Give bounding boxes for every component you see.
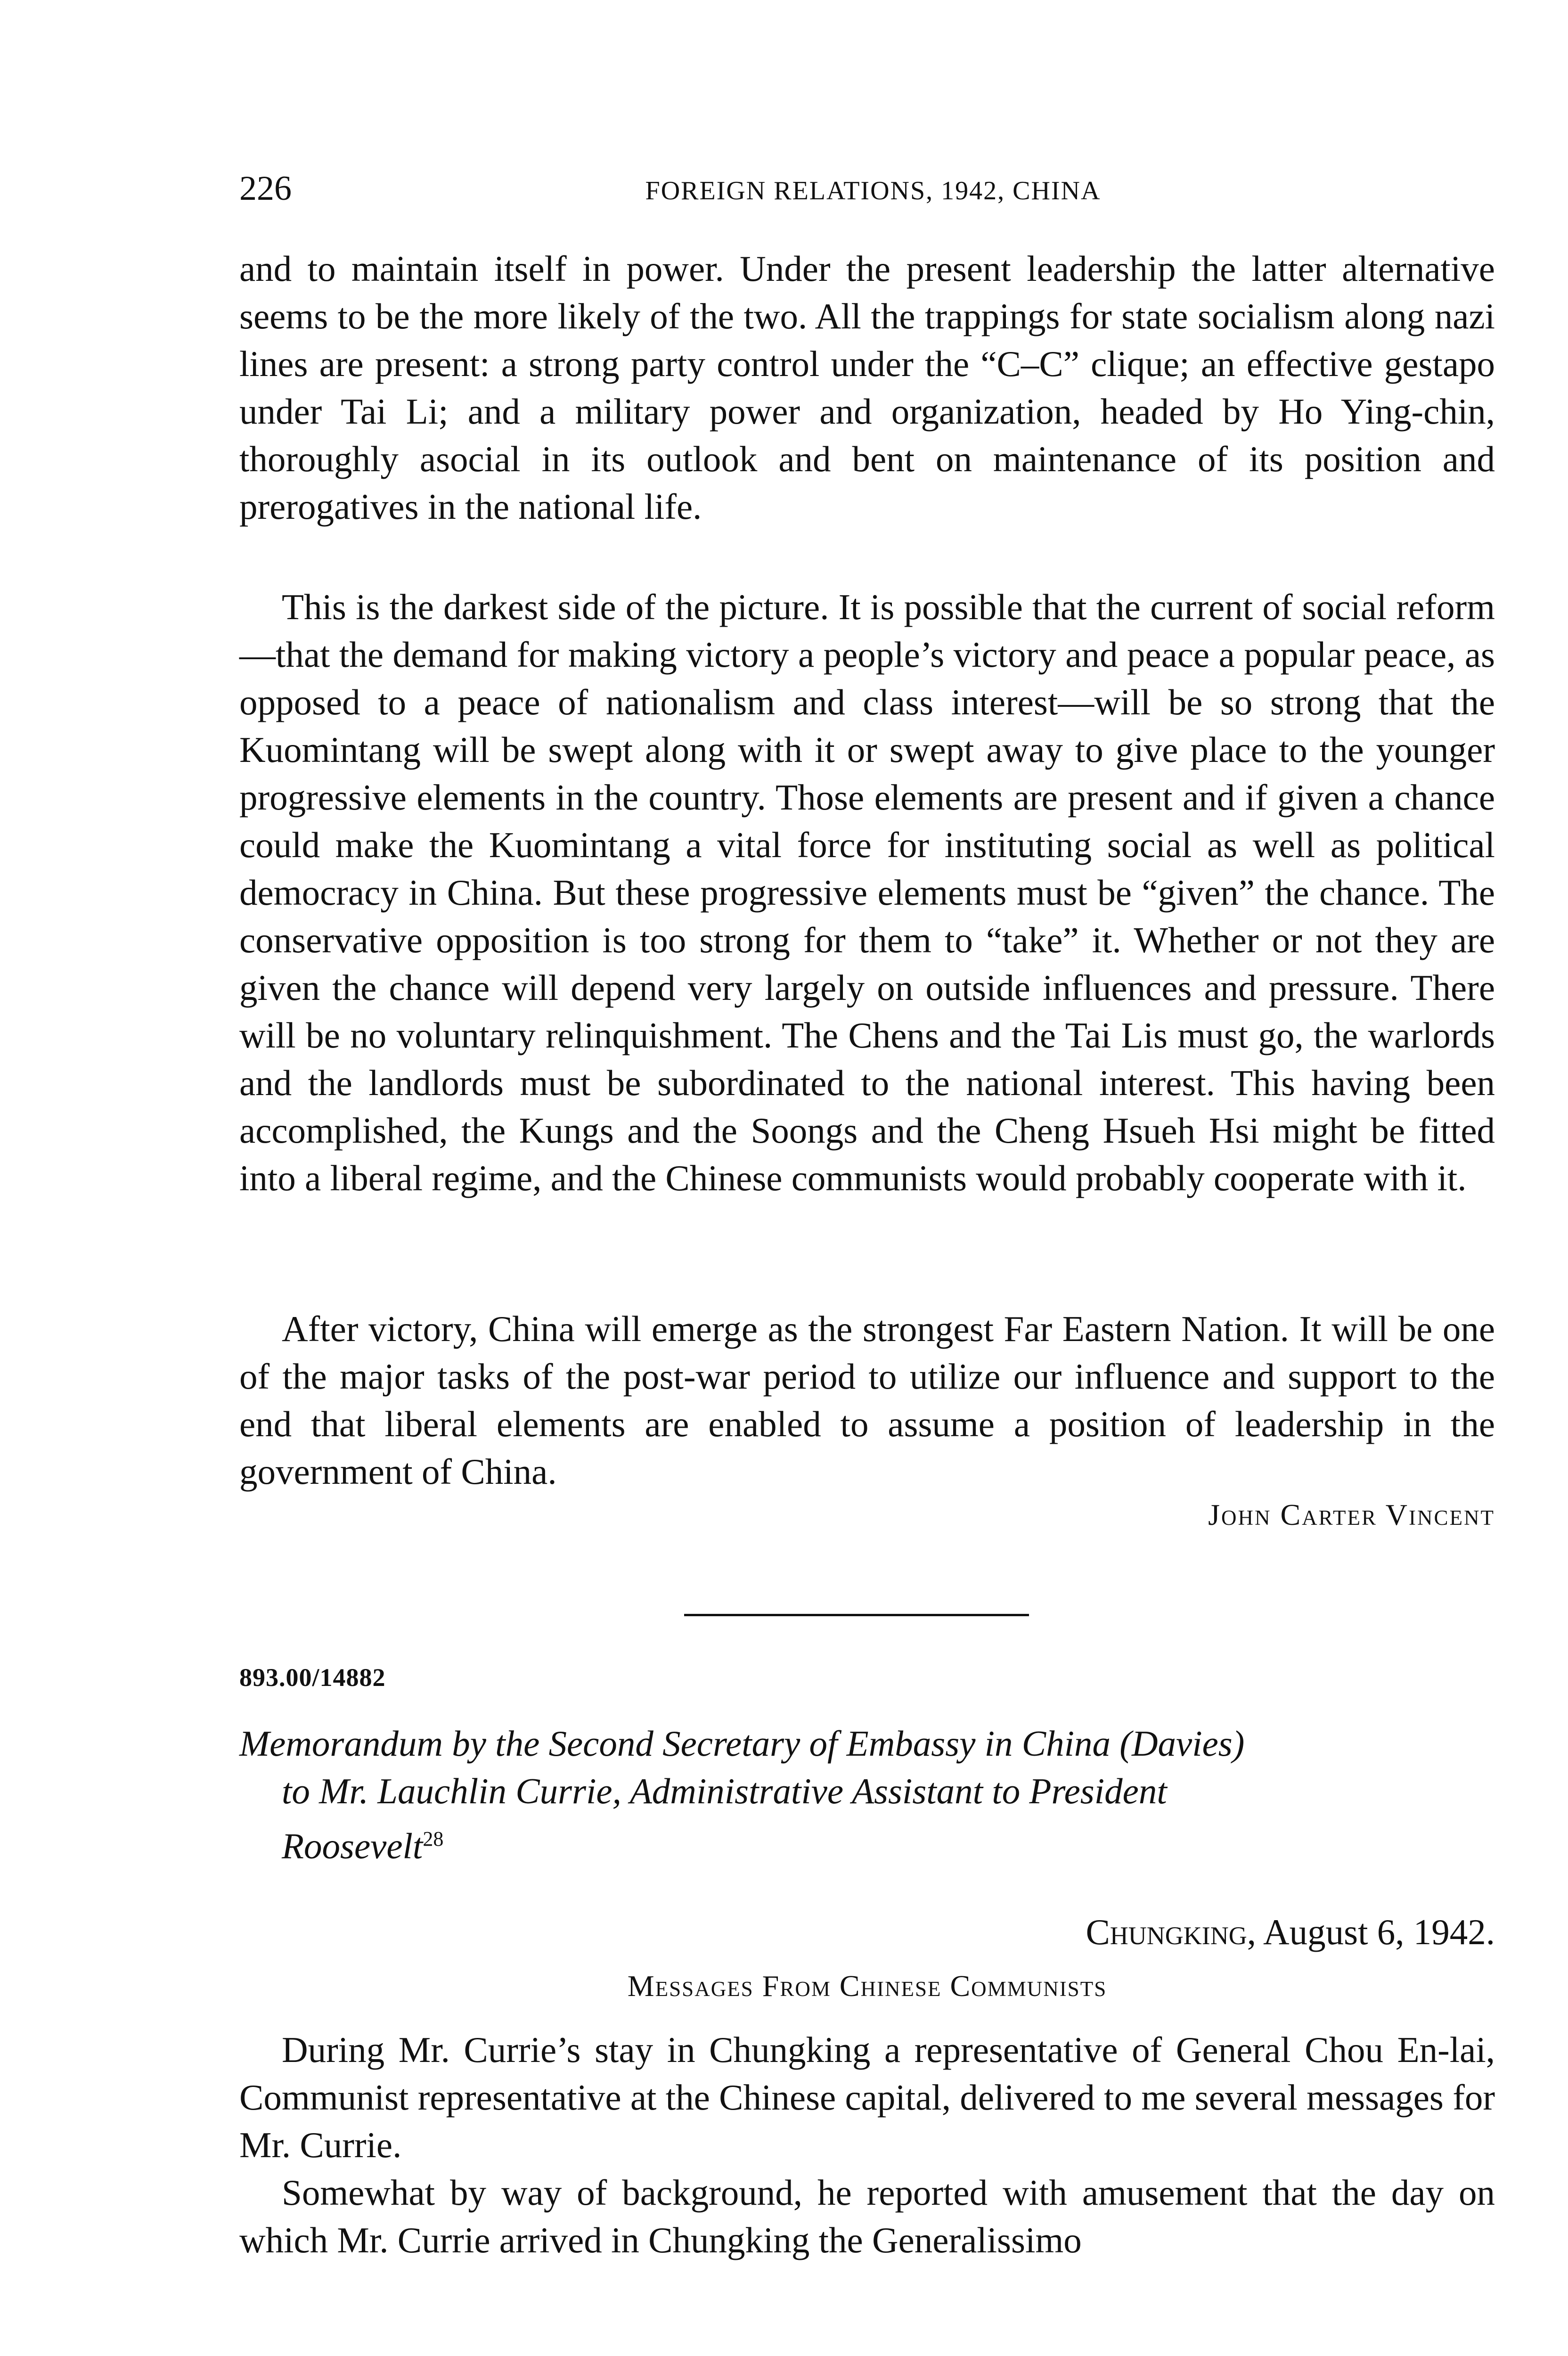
section-heading: Messages From Chinese Communists xyxy=(627,1969,1107,2003)
memo-title-line-2: to Mr. Lauchlin Currie, Administrative Assistant to President xyxy=(282,1771,1167,1811)
memo-title-line-3-wrapper xyxy=(239,1815,1495,1870)
memo-title-line-1: Memorandum by the Second Secretary of Embassy in China (Davies) xyxy=(239,1723,1245,1764)
running-head: FOREIGN RELATIONS, 1942, CHINA xyxy=(645,176,1101,205)
paragraph-2 xyxy=(239,583,1495,1202)
paragraph-3-text: After victory, China will emerge as the strongest Far Eastern Nation. It will be one of the major tasks of the post-war period to utilize our influence and support to the end that liberal elements are enabled to assume a position of leadership in the government of China. xyxy=(239,1309,1495,1492)
memo-paragraph-2: Somewhat by way of background, he reported with amusement that the day on which Mr. Currie arrived in Chungking the Generalissimo xyxy=(239,2172,1495,2260)
dateline-date: August 6, 1942. xyxy=(1263,1912,1495,1952)
file-number: 893.00/14882 xyxy=(239,1663,386,1692)
paragraph-1 xyxy=(239,245,1495,531)
dateline-place: Chungking, xyxy=(1086,1912,1257,1952)
page-header xyxy=(239,165,1507,217)
section-divider xyxy=(684,1614,1029,1616)
dateline xyxy=(1086,1908,1495,1955)
page-number: 226 xyxy=(239,169,292,208)
memo-title-line-3: Roosevelt xyxy=(282,1825,423,1866)
memo-body xyxy=(239,2026,1495,2264)
memo-title xyxy=(239,1720,1495,1870)
memo-paragraph-1: During Mr. Currie’s stay in Chungking a representative of General Chou En-lai, Communist representative at the Chinese capital, delivered to me several messages for Mr. Currie. xyxy=(239,2029,1495,2165)
signature: John Carter Vincent xyxy=(1208,1498,1495,1531)
paragraph-3 xyxy=(239,1305,1495,1496)
footnote-ref: 28 xyxy=(423,1827,444,1850)
paragraph-2-text: This is the darkest side of the picture. It is possible that the current of social reform—that the demand for making victory a people’s victory and peace a popular peace, as opposed to a peace of nationalism and class interest—will be so strong that the Kuomintang will be swept along with it or swept away to give place to the younger progressive elements in the country. Those elements are present and if given a chance could make the Kuomintang a vital force for instituting social as well as political democracy in China. But these progressive elements must be “given” the chance. The conservative opposition is too strong for them to “take” it. Whether or not they are given the chance will depend very largely on outside influences and pressure. There will be no voluntary relinquishment. The Chens and the Tai Lis must go, the warlords and the landlords must be subordinated to the national interest. This having been accomplished, the Kungs and the Soongs and the Cheng Hsueh Hsi might be fitted into a liberal regime, and the Chinese communists would probably cooperate with it. xyxy=(239,587,1495,1198)
paragraph-1-text: and to maintain itself in power. Under the present leadership the latter alternative seems to be the more likely of the two. All the trappings for state socialism along nazi lines are present: a strong party control under the “C–C” clique; an effective gestapo under Tai Li; and a military power and organization, headed by Ho Ying-chin, thoroughly asocial in its outlook and bent on maintenance of its position and prerogatives in the national life. xyxy=(239,248,1495,527)
